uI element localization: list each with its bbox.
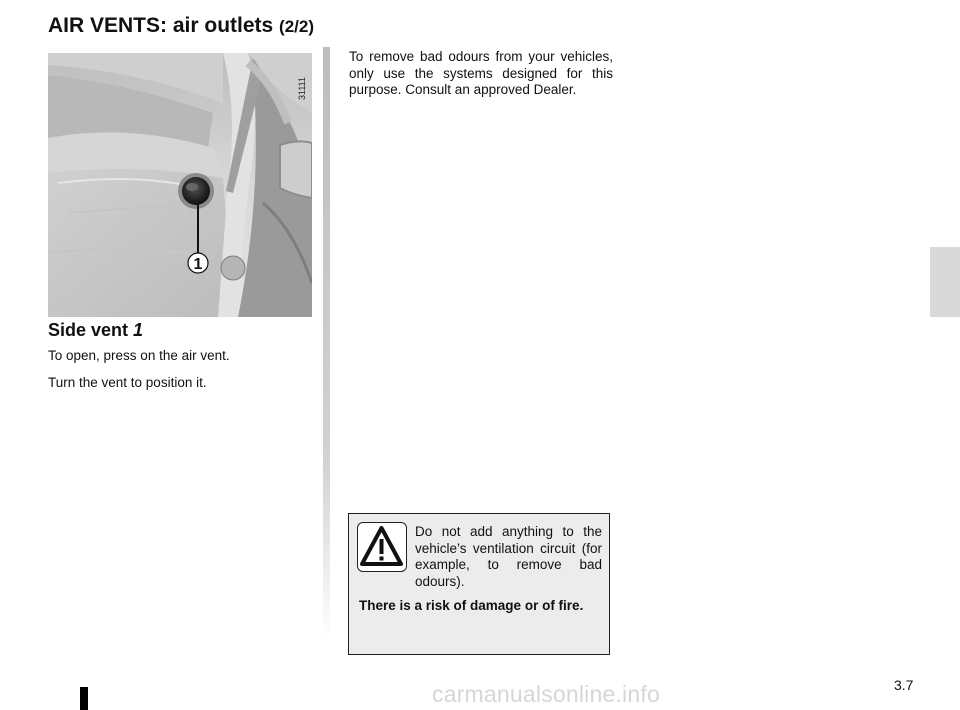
instruction-position-vent: Turn the vent to position it.: [48, 375, 207, 390]
warning-box: [348, 513, 610, 655]
figure-reference-number: 31111: [297, 76, 307, 100]
chapter-tab-marker: [930, 247, 960, 317]
warning-triangle-icon: [357, 522, 407, 572]
watermark: carmanualsonline.info: [432, 681, 660, 707]
side-vent-illustration: [48, 53, 312, 317]
side-vent-drawing: [48, 53, 312, 317]
column-divider: [323, 47, 330, 640]
warning-text: Do not add anything to the vehicle’s ventilation circuit (for example, to remove bad odours).: [415, 524, 602, 589]
callout-1: 1: [193, 256, 203, 273]
page-title: [48, 14, 314, 38]
page-title-part-indicator: (2/2): [279, 17, 315, 36]
section-heading-number: 1: [133, 320, 144, 340]
section-heading-side-vent: [48, 320, 143, 341]
instruction-open-vent: To open, press on the air vent.: [48, 348, 230, 363]
section-heading-text: Side vent: [48, 320, 129, 340]
page-number: 3.7: [894, 677, 914, 693]
warning-risk-text: There is a risk of damage or of fire.: [359, 598, 584, 613]
print-corner-mark: [80, 687, 88, 710]
page-title-main: AIR VENTS: air outlets: [48, 14, 274, 37]
odour-advice-paragraph: To remove bad odours from your vehicles, only use the systems designed for this purpose. Consult an approved Dealer.: [349, 49, 613, 97]
